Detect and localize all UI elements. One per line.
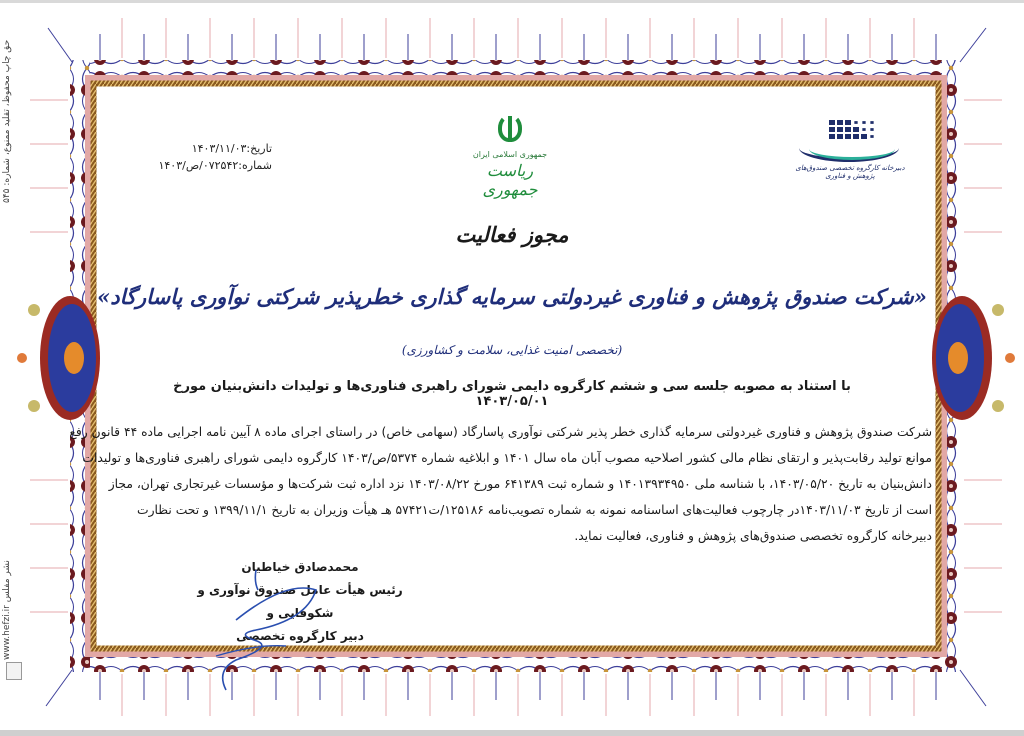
emblem-title: ریاست جمهوری (482, 161, 538, 199)
number-label: شماره: (238, 159, 272, 172)
body-line: موانع تولید رقابت‌پذیر و ارتقای نظام مالی کشور اصلاحیه مصوب آبان ماه سال ۱۴۰۱ و ابلاغیه شماره ۵۳۷۴/ص/۱۴۰۳ کارگروه دایمی شورای راهبری فناوری‌ها و تولیدات (82, 451, 932, 465)
side-note-copyright: حق چاپ محفوظ، تقلید ممنوع، شماره: ۵۴۵ (2, 40, 12, 204)
date-line (142, 140, 272, 157)
body-paragraph (69, 419, 932, 549)
company-name: «شرکت صندوق پژوهش و فناوری غیردولتی سرمایه گذاری خطرپذیر شرکتی نوآوری پاسارگاد» (97, 284, 927, 309)
emblem-subtitle: جمهوری اسلامی ایران (472, 150, 548, 159)
fund-secretariat-logo (790, 120, 910, 180)
bottom-edge-bar (0, 730, 1024, 736)
number-value: ۰۷۲۵۴۲/ص/۱۴۰۳ (158, 159, 239, 172)
signatory-name: محمدصادق خیاطیان (241, 560, 359, 574)
signatory-position-2: دبیر کارگروه تخصصی (236, 629, 364, 643)
date-value: ۱۴۰۳/۱۱/۰۳ (191, 142, 247, 155)
date-label: تاریخ: (246, 142, 272, 155)
logo-caption: دبیرخانه کارگروه تخصصی صندوق‌های پژوهش و فناوری (795, 164, 905, 180)
handwritten-signature-icon (196, 560, 356, 700)
signatory-position-1: رئیس هیأت عامل صندوق نوآوری و شکوفایی و (197, 583, 403, 620)
right-medallion (932, 296, 1015, 420)
date-number-block (142, 140, 272, 174)
company-specialty: (تخصصی امنیت غذایی، سلامت و کشاورزی) (401, 343, 623, 357)
presidency-emblem (462, 112, 558, 199)
pixel-grid-logo-icon (795, 120, 905, 160)
body-line: شرکت صندوق پژوهش و فناوری غیردولتی سرمایه گذاری خطر پذیر شرکتی نوآوری پاسارگاد (سهامی خاص) در راستای اجرای ماده ۸ آیین نامه اجرایی ماده ۴۴ قانون رفع (69, 425, 932, 439)
body-line: است از تاریخ ۱۴۰۳/۱۱/۰۳در چارچوب فعالیت‌های اساسنامه نمونه به شماره تصویب‌نامه ۱۲۵۱۸۶/ت۵۷۴۲۱ هـ هیأت وزیران به تاریخ ۱۳۹۹/۱۱/۱ و تحت نظارت (137, 503, 932, 517)
body-line: دبیرخانه کارگروه تخصصی صندوق‌های پژوهش و فناوری، فعالیت نماید. (574, 529, 932, 543)
number-line (142, 157, 272, 174)
left-medallion (17, 296, 100, 420)
body-line: دانش‌بنیان به تاریخ ۱۴۰۳/۰۵/۲۰، با شناسه ملی ۱۴۰۱۳۹۳۴۹۵۰ و شماره ثبت ۶۴۱۳۸۹ مورخ ۱۴۰۳/۰۸/۲۲ نزد اداره ثبت شرکت‌ها و مؤسسات غیرتجاری تهران، مجاز (108, 477, 932, 491)
legal-basis: با استناد به مصوبه جلسه سی و ششم کارگروه دایمی شورای راهبری فناوری‌ها و تولیدات دانش‌بنیان مورخ ۱۴۰۳/۰۵/۰۱ (173, 379, 851, 409)
iran-emblem-icon (493, 112, 527, 146)
side-note-publisher: نشر مفلس www.hefzi.ir (2, 560, 12, 660)
document-title: مجوز فعالیت (455, 222, 569, 247)
